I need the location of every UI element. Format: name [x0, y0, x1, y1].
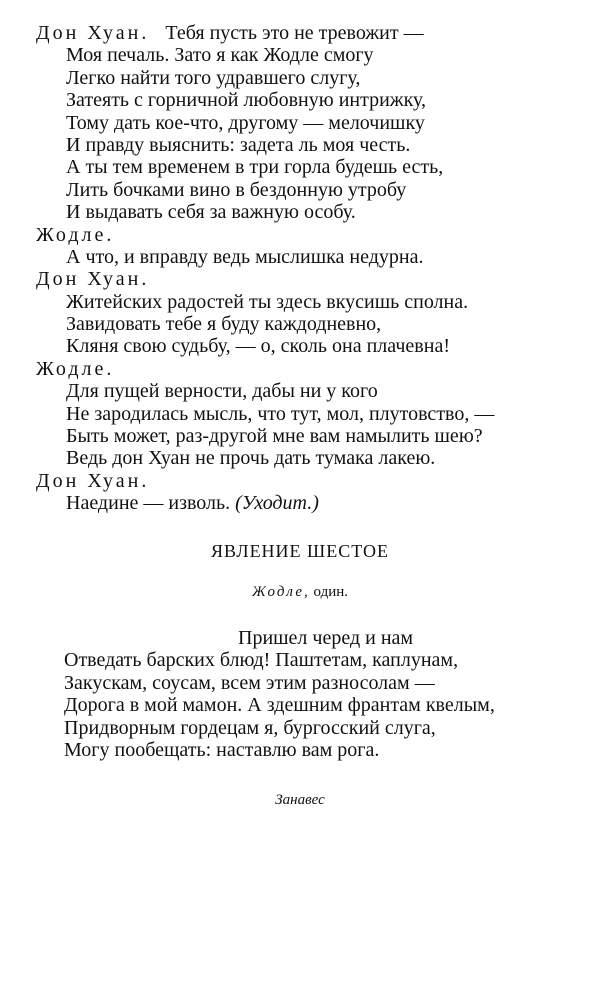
verse-line: Для пущей верности, дабы ни у кого	[66, 380, 378, 403]
dialogue-line	[36, 22, 576, 44]
speaker-name: Дон Хуан.	[36, 22, 150, 44]
monologue-section	[64, 627, 594, 761]
scene-note: один.	[313, 584, 349, 600]
verse-line: И правду выяснить: задета ль моя честь.	[66, 133, 411, 156]
scene-title: ЯВЛЕНИЕ ШЕСТОЕ	[211, 541, 389, 561]
verse-line: Легко найти того удравшего слугу,	[66, 66, 361, 89]
curtain-note: Занавес	[275, 792, 325, 808]
speaker-name: Дон Хуан.	[36, 268, 150, 291]
verse-line: И выдавать себя за важную особу.	[66, 201, 356, 224]
verse-line: Кляня свою судьбу, — о, сколь она плачевна!	[66, 335, 450, 358]
verse-line: Ведь дон Хуан не прочь дать тумака лакею.	[66, 447, 436, 470]
verse-line: Быть может, раз-другой мне вам намылить шею?	[66, 425, 483, 448]
verse-line: Не зародилась мысль, что тут, мол, плутовство, —	[66, 402, 495, 425]
speaker-name: Жодле.	[36, 223, 115, 246]
verse-line: Моя печаль. Зато я как Жодле смогу	[66, 44, 374, 67]
speaker-name: Дон Хуан.	[36, 469, 150, 492]
verse-line: А ты тем временем в три горла будешь есть,	[66, 156, 444, 179]
verse-line: А что, и вправду ведь мыслишка недурна.	[66, 245, 424, 268]
verse-line: Придворным гордецам я, бургосский слуга,	[64, 716, 436, 739]
verse-line: Закускам, соусам, всем этим разносолам —	[64, 671, 435, 694]
verse-line	[36, 492, 576, 514]
verse-line: Тому дать кое-что, другому — мелочишку	[66, 111, 425, 134]
scene-character: Жодле,	[251, 584, 310, 600]
verse-line: Завидовать тебе я буду каждодневно,	[66, 313, 382, 336]
dialogue-section	[36, 22, 576, 515]
verse-text: Тебя пусть это не тревожит —	[165, 22, 424, 44]
verse-line: Отведать барских блюд! Паштетам, каплунам,	[64, 649, 459, 672]
verse-line: Пришел черед и нам	[238, 627, 414, 649]
stage-direction: (Уходит.)	[235, 492, 319, 515]
verse-text: Наедине — изволь.	[66, 492, 231, 515]
verse-line: Могу пообещать: наставлю вам рога.	[64, 738, 380, 761]
verse-line: Дорога в мой мамон. А здешним франтам квелым,	[64, 694, 495, 717]
verse-line: Затеять с горничной любовную интрижку,	[66, 89, 427, 112]
scene-subtitle	[0, 582, 600, 602]
verse-line: Лить бочками вино в бездонную утробу	[66, 178, 407, 201]
verse-line: Житейских радостей ты здесь вкусишь сполна.	[66, 290, 469, 313]
speaker-name: Жодле.	[36, 357, 115, 380]
